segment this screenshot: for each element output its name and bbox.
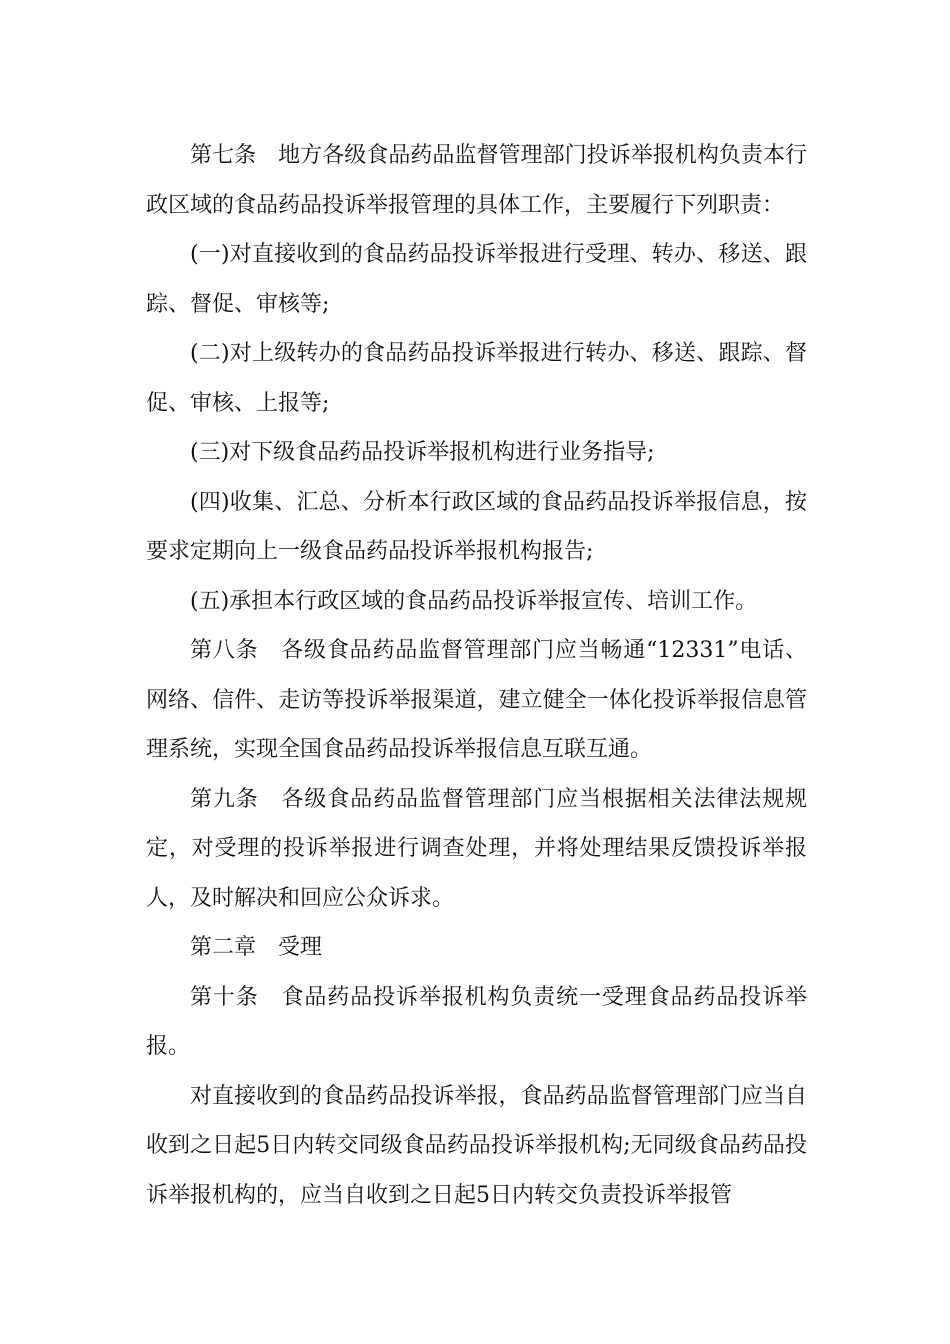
duty-item-2: (二)对上级转办的食品药品投诉举报进行转办、移送、跟踪、督促、审核、上报等; (146, 341, 807, 416)
duty-item-3: (三)对下级食品药品投诉举报机构进行业务指导; (190, 440, 655, 465)
article-8-paragraph: 第八条 各级食品药品监督管理部门应当畅通“12331”电话、网络、信件、走访等投诉举报渠道，建立健全一体化投诉举报信息管理系统，实现全国食品药品投诉举报信息互联互通。 (146, 638, 807, 762)
article-10-continuation: 对直接收到的食品药品投诉举报，食品药品监督管理部门应当自收到之日起5日内转交同级食品药品投诉举报机构;无同级食品药品投诉举报机构的，应当自收到之日起5日内转交负责投诉举报管 (146, 1083, 807, 1208)
article-10-paragraph: 第十条 食品药品投诉举报机构负责统一受理食品药品投诉举报。 (146, 984, 807, 1059)
chapter-2-heading: 第二章 受理 (190, 935, 323, 960)
duty-item-4: (四)收集、汇总、分析本行政区域的食品药品投诉举报信息，按要求定期向上一级食品药品投诉举报机构报告; (146, 489, 807, 564)
article-7-paragraph: 第七条 地方各级食品药品监督管理部门投诉举报机构负责本行政区域的食品药品投诉举报管理的具体工作，主要履行下列职责： (146, 143, 807, 218)
duty-item-1: (一)对直接收到的食品药品投诉举报进行受理、转办、移送、跟踪、督促、审核等; (146, 242, 807, 317)
duty-item-5: (五)承担本行政区域的食品药品投诉举报宣传、培训工作。 (190, 588, 758, 614)
article-9-paragraph: 第九条 各级食品药品监督管理部门应当根据相关法律法规规定，对受理的投诉举报进行调查处理，并将处理结果反馈投诉举报人，及时解决和回应公众诉求。 (146, 786, 807, 911)
